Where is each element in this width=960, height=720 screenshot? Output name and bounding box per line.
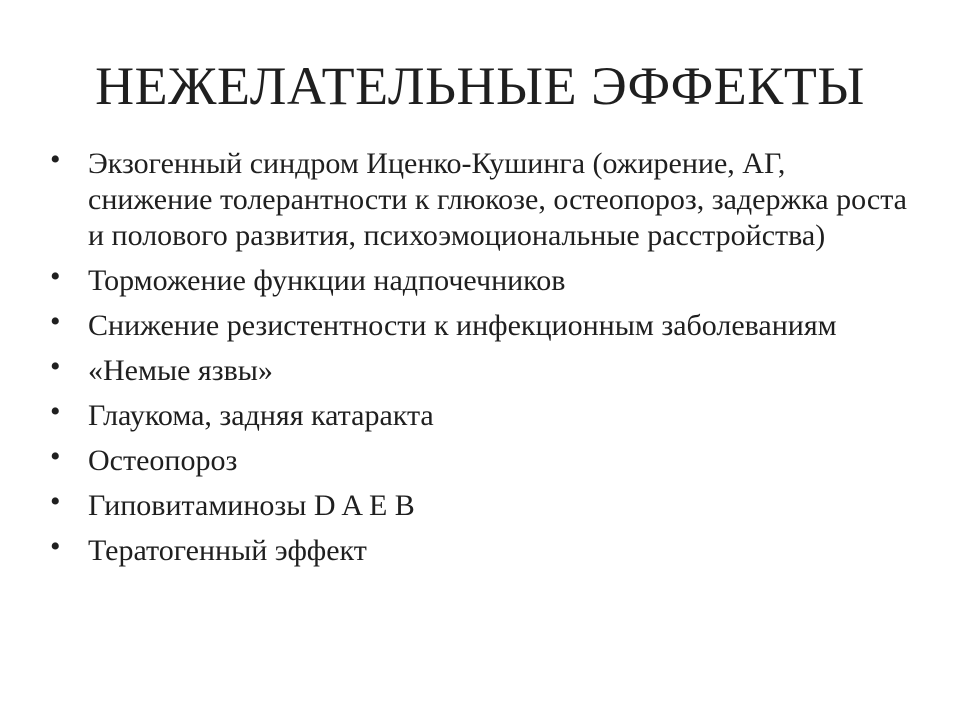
slide-title: НЕЖЕЛАТЕЛЬНЫЕ ЭФФЕКТЫ [95,56,865,116]
bullet-icon: • [50,350,61,383]
bullet-icon: • [50,260,61,293]
list-item [50,440,910,479]
bullet-text: Гиповитаминозы D A E B [88,489,415,522]
bullet-text: Торможение функции надпочечников [88,264,566,297]
list-item [50,305,910,344]
bullet-text: Тератогенный эффект [88,534,367,567]
bullet-icon: • [50,440,61,473]
bullet-icon: • [50,305,61,338]
list-item [50,143,910,254]
list-item [50,260,910,299]
bullet-text: Глаукома, задняя катаракта [88,399,434,432]
bullet-icon: • [50,530,61,563]
bullet-text: «Немые язвы» [88,354,273,387]
bullet-list [50,143,910,578]
bullet-icon: • [50,395,61,428]
list-item [50,530,910,569]
bullet-text: Остеопороз [88,444,238,477]
list-item [50,395,910,434]
list-item [50,485,910,524]
bullet-text: Экзогенный синдром Иценко-Кушинга (ожирение, АГ, снижение толерантности к глюкозе, остеопороз, задержка роста и полового развития, психоэмоциональные расстройства) [88,147,907,252]
bullet-icon: • [50,485,61,518]
bullet-icon: • [50,143,61,176]
bullet-text: Снижение резистентности к инфекционным заболеваниям [88,309,837,342]
list-item [50,350,910,389]
